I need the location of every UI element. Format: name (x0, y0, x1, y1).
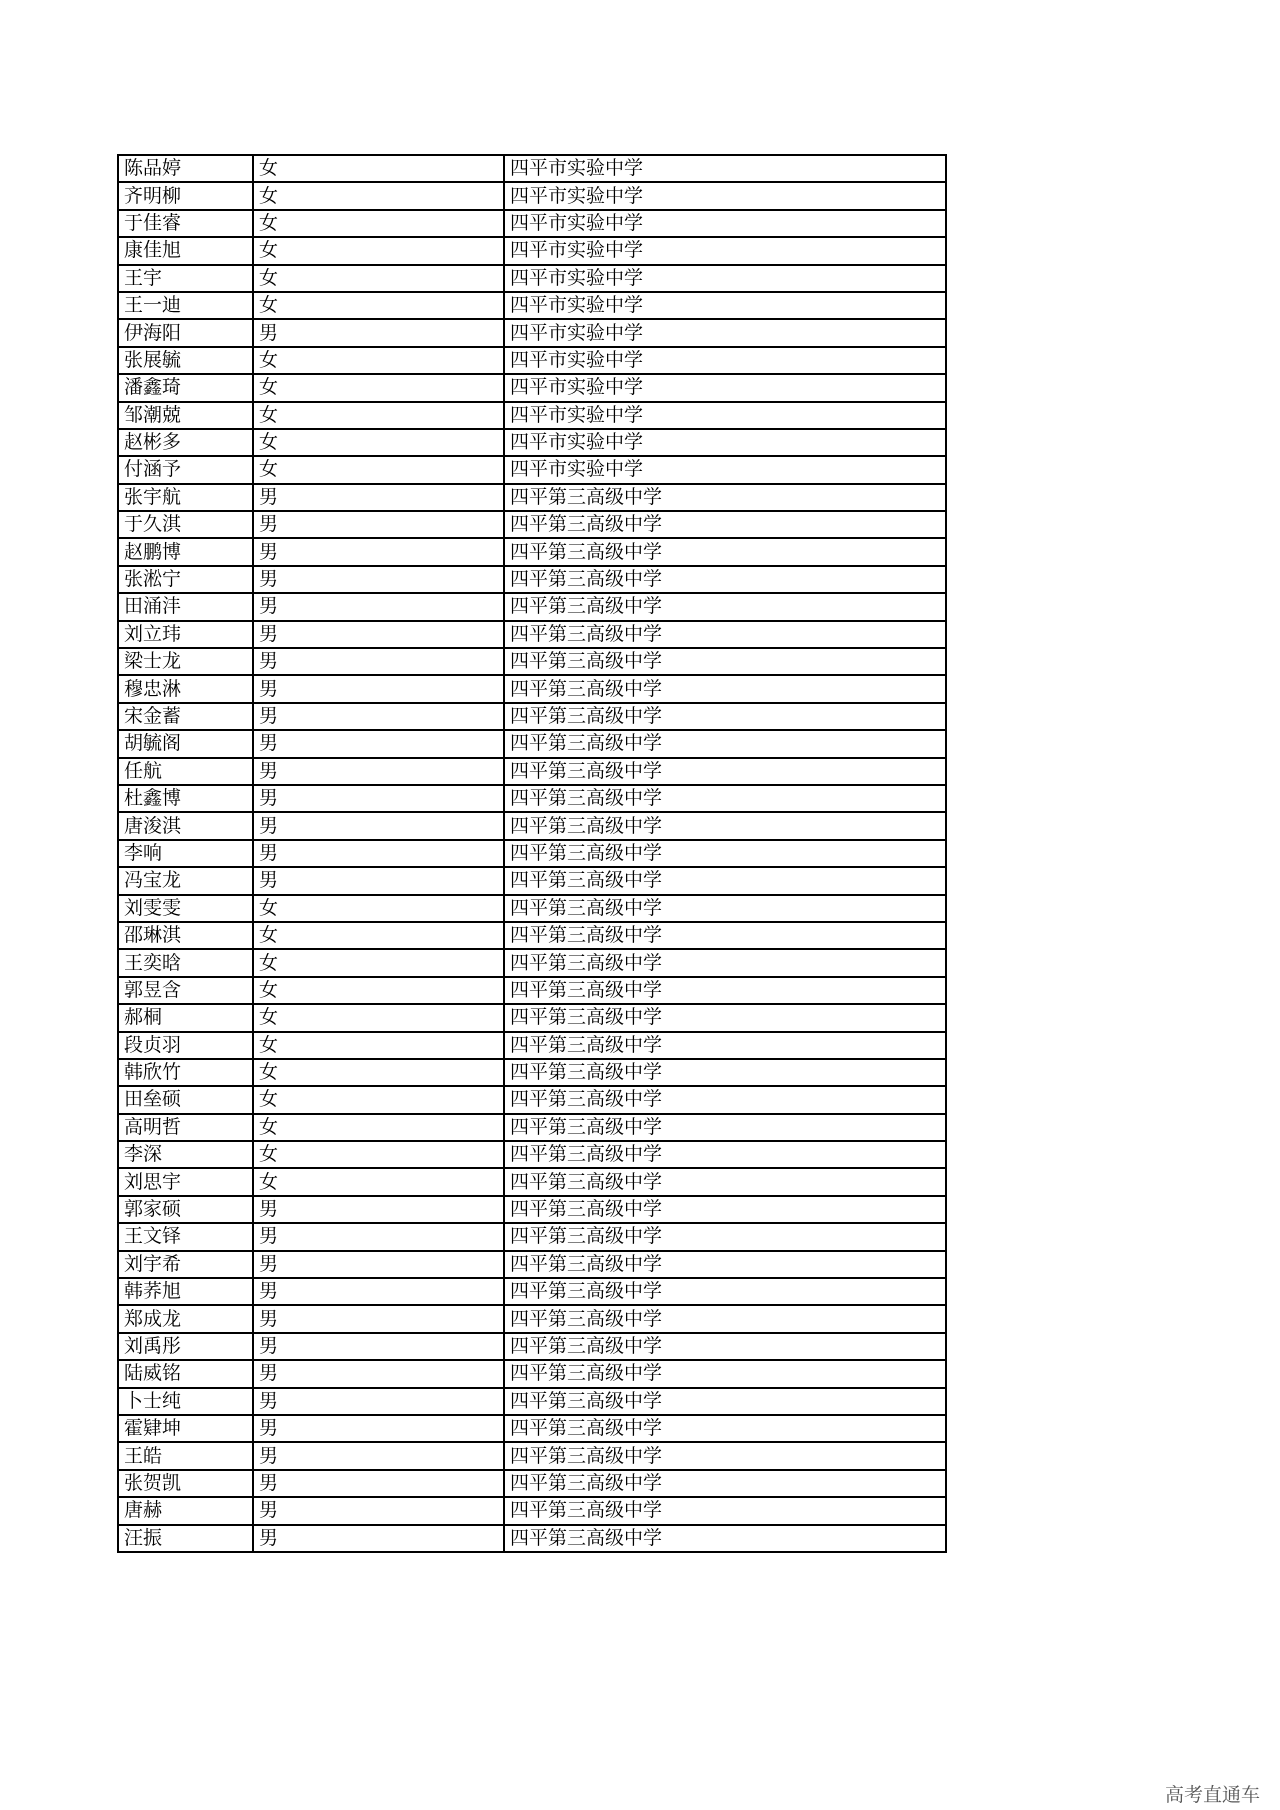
student-name-cell: 穆忠淋 (118, 675, 253, 702)
gender-cell: 男 (253, 621, 504, 648)
school-cell: 四平市实验中学 (504, 237, 946, 264)
school-cell: 四平第三高级中学 (504, 1032, 946, 1059)
student-name-cell: 段贞羽 (118, 1032, 253, 1059)
gender-cell: 女 (253, 456, 504, 483)
table-row (118, 1086, 946, 1113)
gender-cell: 男 (253, 1497, 504, 1524)
gender-cell: 男 (253, 511, 504, 538)
gender-cell: 男 (253, 675, 504, 702)
gender-cell: 男 (253, 812, 504, 839)
gender-cell: 男 (253, 593, 504, 620)
school-cell: 四平第三高级中学 (504, 812, 946, 839)
school-cell: 四平第三高级中学 (504, 511, 946, 538)
gender-cell: 男 (253, 758, 504, 785)
gender-cell: 女 (253, 977, 504, 1004)
school-cell: 四平市实验中学 (504, 402, 946, 429)
school-cell: 四平第三高级中学 (504, 867, 946, 894)
gender-cell: 女 (253, 1114, 504, 1141)
table-row (118, 456, 946, 483)
school-cell: 四平第三高级中学 (504, 1168, 946, 1195)
student-name-cell: 高明哲 (118, 1114, 253, 1141)
table-row (118, 1305, 946, 1332)
table-row (118, 1196, 946, 1223)
gender-cell: 男 (253, 484, 504, 511)
table-row (118, 593, 946, 620)
table-row (118, 977, 946, 1004)
table-row (118, 347, 946, 374)
gender-cell: 男 (253, 1278, 504, 1305)
student-name-cell: 韩欣竹 (118, 1059, 253, 1086)
gender-cell: 男 (253, 1388, 504, 1415)
school-cell: 四平第三高级中学 (504, 1004, 946, 1031)
school-cell: 四平第三高级中学 (504, 1223, 946, 1250)
gender-cell: 男 (253, 840, 504, 867)
student-name-cell: 康佳旭 (118, 237, 253, 264)
table-row (118, 867, 946, 894)
table-row (118, 237, 946, 264)
school-cell: 四平第三高级中学 (504, 1305, 946, 1332)
school-cell: 四平第三高级中学 (504, 1278, 946, 1305)
school-cell: 四平第三高级中学 (504, 785, 946, 812)
student-name-cell: 付涵予 (118, 456, 253, 483)
table-row (118, 1278, 946, 1305)
student-name-cell: 汪振 (118, 1525, 253, 1552)
table-row (118, 374, 946, 401)
student-name-cell: 唐赫 (118, 1497, 253, 1524)
student-name-cell: 陆威铭 (118, 1360, 253, 1387)
gender-cell: 男 (253, 1415, 504, 1442)
table-row (118, 292, 946, 319)
school-cell: 四平第三高级中学 (504, 1360, 946, 1387)
gender-cell: 男 (253, 867, 504, 894)
student-name-cell: 张贺凯 (118, 1470, 253, 1497)
gender-cell: 女 (253, 155, 504, 182)
school-cell: 四平第三高级中学 (504, 1497, 946, 1524)
student-name-cell: 张宇航 (118, 484, 253, 511)
table-row (118, 1497, 946, 1524)
school-cell: 四平第三高级中学 (504, 922, 946, 949)
table-row (118, 703, 946, 730)
table-row (118, 785, 946, 812)
school-cell: 四平第三高级中学 (504, 758, 946, 785)
student-name-cell: 王宇 (118, 265, 253, 292)
gender-cell: 男 (253, 1305, 504, 1332)
table-row (118, 1059, 946, 1086)
table-row (118, 182, 946, 209)
school-cell: 四平第三高级中学 (504, 1333, 946, 1360)
school-cell: 四平第三高级中学 (504, 1470, 946, 1497)
gender-cell: 女 (253, 895, 504, 922)
table-row (118, 1168, 946, 1195)
table-row (118, 538, 946, 565)
table-row (118, 1333, 946, 1360)
school-cell: 四平第三高级中学 (504, 1086, 946, 1113)
student-name-cell: 张展毓 (118, 347, 253, 374)
gender-cell: 男 (253, 1223, 504, 1250)
student-name-cell: 王一迪 (118, 292, 253, 319)
table-row (118, 675, 946, 702)
school-cell: 四平第三高级中学 (504, 949, 946, 976)
gender-cell: 女 (253, 1004, 504, 1031)
table-row (118, 1525, 946, 1552)
school-cell: 四平第三高级中学 (504, 484, 946, 511)
table-row (118, 265, 946, 292)
school-cell: 四平第三高级中学 (504, 1415, 946, 1442)
watermark-text: 高考直通车 (1164, 1784, 1260, 1806)
school-cell: 四平第三高级中学 (504, 675, 946, 702)
gender-cell: 男 (253, 785, 504, 812)
school-cell: 四平第三高级中学 (504, 977, 946, 1004)
student-name-cell: 刘禹彤 (118, 1333, 253, 1360)
student-name-cell: 陈品婷 (118, 155, 253, 182)
gender-cell: 女 (253, 1032, 504, 1059)
gender-cell: 女 (253, 402, 504, 429)
student-name-cell: 冯宝龙 (118, 867, 253, 894)
school-cell: 四平第三高级中学 (504, 593, 946, 620)
student-name-cell: 宋金蓄 (118, 703, 253, 730)
table-row (118, 1415, 946, 1442)
gender-cell: 女 (253, 210, 504, 237)
table-row (118, 210, 946, 237)
table-row (118, 758, 946, 785)
gender-cell: 男 (253, 1442, 504, 1469)
gender-cell: 男 (253, 703, 504, 730)
student-name-cell: 张淞宁 (118, 566, 253, 593)
gender-cell: 女 (253, 922, 504, 949)
student-name-cell: 刘雯雯 (118, 895, 253, 922)
school-cell: 四平市实验中学 (504, 429, 946, 456)
student-name-cell: 田垒硕 (118, 1086, 253, 1113)
table-row (118, 840, 946, 867)
gender-cell: 女 (253, 374, 504, 401)
student-name-cell: 霍肄坤 (118, 1415, 253, 1442)
school-cell: 四平市实验中学 (504, 347, 946, 374)
student-roster-table (117, 154, 947, 1553)
gender-cell: 男 (253, 538, 504, 565)
student-name-cell: 伊海阳 (118, 319, 253, 346)
gender-cell: 男 (253, 648, 504, 675)
school-cell: 四平第三高级中学 (504, 621, 946, 648)
student-name-cell: 郭家硕 (118, 1196, 253, 1223)
table-row (118, 648, 946, 675)
table-row (118, 402, 946, 429)
table-row (118, 155, 946, 182)
student-name-cell: 梁士龙 (118, 648, 253, 675)
gender-cell: 女 (253, 1059, 504, 1086)
table-row (118, 1251, 946, 1278)
table-row (118, 1442, 946, 1469)
school-cell: 四平第三高级中学 (504, 1196, 946, 1223)
school-cell: 四平第三高级中学 (504, 730, 946, 757)
student-name-cell: 刘立玮 (118, 621, 253, 648)
table-row (118, 1470, 946, 1497)
student-name-cell: 杜鑫博 (118, 785, 253, 812)
gender-cell: 男 (253, 1333, 504, 1360)
table-row (118, 1223, 946, 1250)
gender-cell: 男 (253, 1525, 504, 1552)
school-cell: 四平市实验中学 (504, 155, 946, 182)
student-name-cell: 潘鑫琦 (118, 374, 253, 401)
table-row (118, 895, 946, 922)
gender-cell: 男 (253, 1360, 504, 1387)
table-row (118, 1004, 946, 1031)
student-name-cell: 郝桐 (118, 1004, 253, 1031)
student-name-cell: 赵彬多 (118, 429, 253, 456)
table-row (118, 566, 946, 593)
table-row (118, 1360, 946, 1387)
table-row (118, 484, 946, 511)
student-name-cell: 李响 (118, 840, 253, 867)
school-cell: 四平市实验中学 (504, 182, 946, 209)
student-name-cell: 刘宇希 (118, 1251, 253, 1278)
table-row (118, 812, 946, 839)
student-name-cell: 王文铎 (118, 1223, 253, 1250)
student-name-cell: 赵鹏博 (118, 538, 253, 565)
school-cell: 四平第三高级中学 (504, 840, 946, 867)
school-cell: 四平第三高级中学 (504, 1388, 946, 1415)
school-cell: 四平第三高级中学 (504, 895, 946, 922)
table-row (118, 949, 946, 976)
student-name-cell: 田涌沣 (118, 593, 253, 620)
gender-cell: 男 (253, 566, 504, 593)
student-name-cell: 韩荞旭 (118, 1278, 253, 1305)
gender-cell: 女 (253, 1168, 504, 1195)
student-name-cell: 刘思宇 (118, 1168, 253, 1195)
table-row (118, 730, 946, 757)
table-row (118, 1388, 946, 1415)
school-cell: 四平第三高级中学 (504, 703, 946, 730)
gender-cell: 男 (253, 1470, 504, 1497)
school-cell: 四平第三高级中学 (504, 538, 946, 565)
table-row (118, 511, 946, 538)
gender-cell: 男 (253, 730, 504, 757)
roster-body (118, 155, 946, 1552)
gender-cell: 女 (253, 292, 504, 319)
table-row (118, 1032, 946, 1059)
gender-cell: 女 (253, 265, 504, 292)
school-cell: 四平第三高级中学 (504, 1525, 946, 1552)
school-cell: 四平市实验中学 (504, 374, 946, 401)
student-name-cell: 胡毓阁 (118, 730, 253, 757)
school-cell: 四平市实验中学 (504, 456, 946, 483)
school-cell: 四平第三高级中学 (504, 566, 946, 593)
school-cell: 四平第三高级中学 (504, 1442, 946, 1469)
gender-cell: 男 (253, 1251, 504, 1278)
student-name-cell: 郑成龙 (118, 1305, 253, 1332)
school-cell: 四平第三高级中学 (504, 1251, 946, 1278)
school-cell: 四平第三高级中学 (504, 1114, 946, 1141)
student-name-cell: 齐明柳 (118, 182, 253, 209)
student-name-cell: 于久淇 (118, 511, 253, 538)
student-name-cell: 唐浚淇 (118, 812, 253, 839)
school-cell: 四平市实验中学 (504, 265, 946, 292)
student-name-cell: 任航 (118, 758, 253, 785)
table-row (118, 922, 946, 949)
student-name-cell: 卜士纯 (118, 1388, 253, 1415)
gender-cell: 女 (253, 1086, 504, 1113)
table-row (118, 319, 946, 346)
gender-cell: 女 (253, 1141, 504, 1168)
table-row (118, 621, 946, 648)
school-cell: 四平第三高级中学 (504, 648, 946, 675)
student-name-cell: 王奕晗 (118, 949, 253, 976)
table-row (118, 429, 946, 456)
student-name-cell: 郭昱含 (118, 977, 253, 1004)
student-name-cell: 邵琳淇 (118, 922, 253, 949)
school-cell: 四平第三高级中学 (504, 1059, 946, 1086)
school-cell: 四平市实验中学 (504, 292, 946, 319)
gender-cell: 女 (253, 182, 504, 209)
student-name-cell: 李深 (118, 1141, 253, 1168)
gender-cell: 男 (253, 319, 504, 346)
gender-cell: 男 (253, 1196, 504, 1223)
school-cell: 四平市实验中学 (504, 319, 946, 346)
school-cell: 四平第三高级中学 (504, 1141, 946, 1168)
gender-cell: 女 (253, 347, 504, 374)
student-name-cell: 邹潮兢 (118, 402, 253, 429)
gender-cell: 女 (253, 949, 504, 976)
table-row (118, 1114, 946, 1141)
student-name-cell: 王皓 (118, 1442, 253, 1469)
gender-cell: 女 (253, 237, 504, 264)
student-name-cell: 于佳睿 (118, 210, 253, 237)
school-cell: 四平市实验中学 (504, 210, 946, 237)
table-row (118, 1141, 946, 1168)
gender-cell: 女 (253, 429, 504, 456)
